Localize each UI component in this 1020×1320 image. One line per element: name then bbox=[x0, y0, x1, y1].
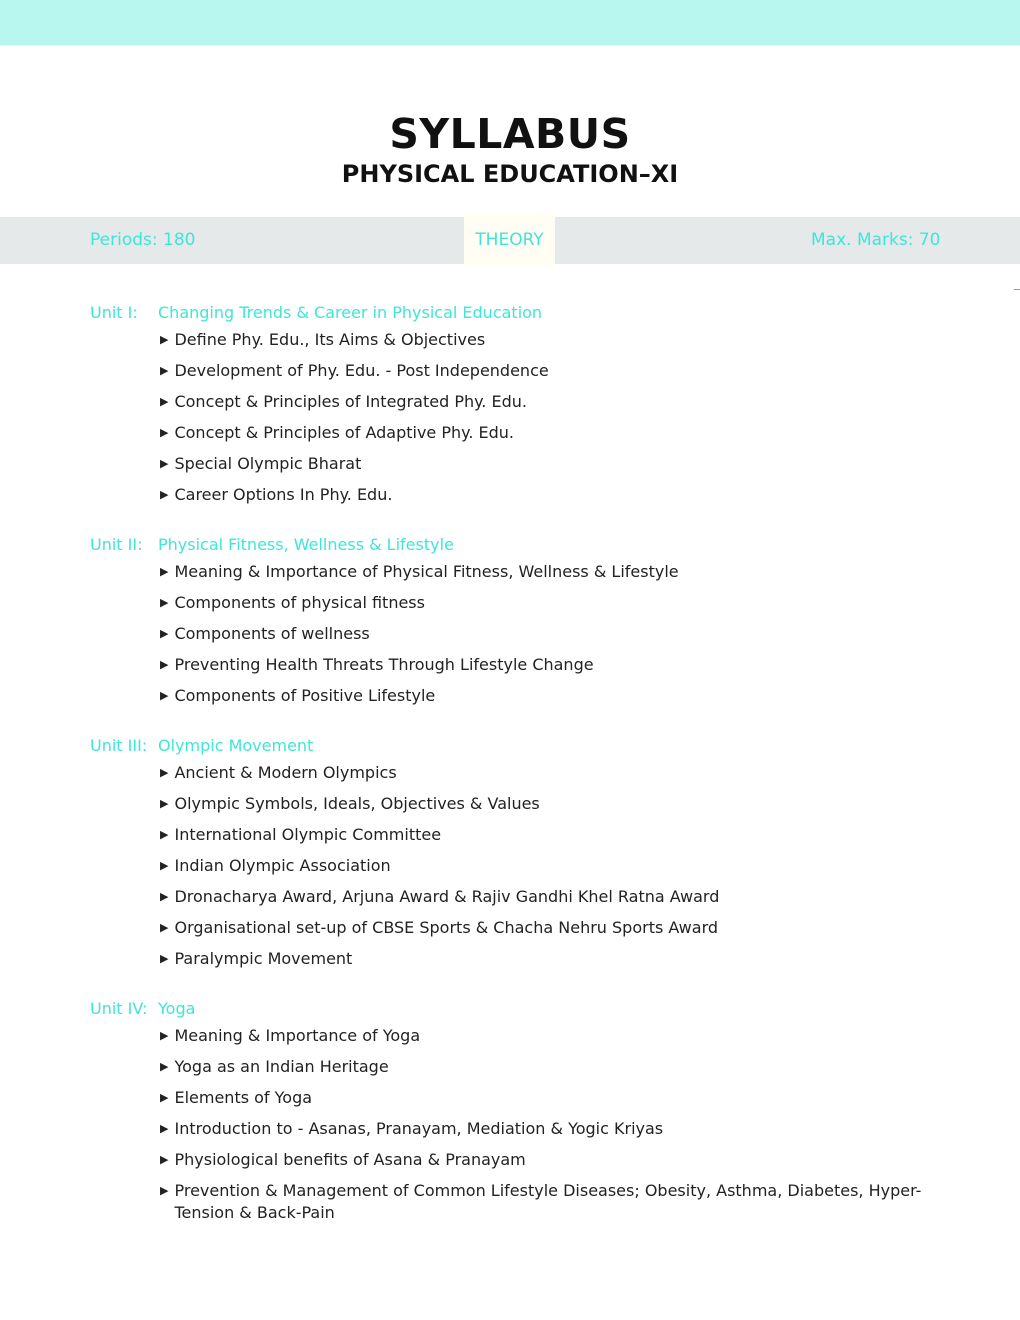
list-item bbox=[160, 685, 940, 716]
unit-label: Unit III: bbox=[90, 736, 148, 755]
list-item-text: Introduction to - Asanas, Pranayam, Mediation & Yogic Kriyas bbox=[174, 1119, 664, 1138]
list-item bbox=[160, 1087, 940, 1118]
list-item bbox=[160, 855, 940, 886]
bullet-triangle-icon: ▶ bbox=[160, 1184, 169, 1197]
bullet-triangle-icon: ▶ bbox=[160, 426, 169, 439]
list-item bbox=[160, 561, 940, 592]
bullet-triangle-icon: ▶ bbox=[160, 627, 169, 640]
bullet-triangle-icon: ▶ bbox=[160, 921, 169, 934]
list-item-text: International Olympic Committee bbox=[174, 825, 442, 844]
bullet-triangle-icon: ▶ bbox=[160, 890, 169, 903]
list-item bbox=[160, 948, 940, 979]
list-item bbox=[160, 329, 940, 360]
max-marks-label: Max. Marks: 70 bbox=[811, 230, 941, 250]
unit-label: Unit II: bbox=[90, 535, 143, 554]
list-item-text: Dronacharya Award, Arjuna Award & Rajiv Gandhi Khel Ratna Award bbox=[174, 887, 720, 906]
bullet-triangle-icon: ▶ bbox=[160, 565, 169, 578]
bullet-triangle-icon: ▶ bbox=[160, 658, 169, 671]
bullet-triangle-icon: ▶ bbox=[160, 952, 169, 965]
list-item bbox=[160, 360, 940, 391]
list-item-text: Components of wellness bbox=[174, 624, 370, 643]
list-item-text: Indian Olympic Association bbox=[174, 856, 391, 875]
list-item bbox=[160, 1180, 940, 1224]
bullet-triangle-icon: ▶ bbox=[160, 766, 169, 779]
list-item-text: Yoga as an Indian Heritage bbox=[174, 1057, 389, 1076]
theory-label: THEORY bbox=[464, 214, 555, 266]
list-item bbox=[160, 654, 940, 685]
unit-heading bbox=[90, 996, 940, 1025]
bullet-triangle-icon: ▶ bbox=[160, 395, 169, 408]
top-color-bar bbox=[0, 0, 1020, 45]
bullet-triangle-icon: ▶ bbox=[160, 828, 169, 841]
list-item bbox=[160, 391, 940, 422]
list-item bbox=[160, 484, 940, 515]
unit-label: Unit IV: bbox=[90, 999, 148, 1018]
unit-name: Olympic Movement bbox=[158, 736, 314, 755]
syllabus-content bbox=[90, 300, 940, 1241]
list-item-text: Define Phy. Edu., Its Aims & Objectives bbox=[174, 330, 486, 349]
list-item-text: Olympic Symbols, Ideals, Objectives & Values bbox=[174, 794, 540, 813]
list-item bbox=[160, 453, 940, 484]
page-subtitle: PHYSICAL EDUCATION–XI bbox=[341, 160, 679, 188]
bullet-triangle-icon: ▶ bbox=[160, 457, 169, 470]
list-item-text: Organisational set-up of CBSE Sports & Chacha Nehru Sports Award bbox=[174, 918, 719, 937]
margin-mark bbox=[1014, 289, 1020, 290]
list-item-text: Concept & Principles of Integrated Phy. Edu. bbox=[174, 392, 527, 411]
unit-section bbox=[90, 300, 940, 515]
page-title: SYLLABUS bbox=[389, 110, 631, 158]
list-item-text: Components of Positive Lifestyle bbox=[174, 686, 436, 705]
unit-name: Yoga bbox=[158, 999, 196, 1018]
bullet-triangle-icon: ▶ bbox=[160, 1122, 169, 1135]
unit-section bbox=[90, 996, 940, 1224]
unit-heading bbox=[90, 532, 940, 561]
list-item bbox=[160, 824, 940, 855]
list-item bbox=[160, 917, 940, 948]
unit-label: Unit I: bbox=[90, 303, 138, 322]
list-item-text: Ancient & Modern Olympics bbox=[174, 763, 397, 782]
list-item-text: Physiological benefits of Asana & Pranayam bbox=[174, 1150, 526, 1169]
periods-label: Periods: 180 bbox=[90, 230, 196, 250]
list-item bbox=[160, 1118, 940, 1149]
list-item-text: Meaning & Importance of Physical Fitness, Wellness & Lifestyle bbox=[174, 562, 679, 581]
list-item-text: Components of physical fitness bbox=[174, 593, 425, 612]
list-item-text: Career Options In Phy. Edu. bbox=[174, 485, 393, 504]
list-item bbox=[160, 793, 940, 824]
list-item bbox=[160, 762, 940, 793]
list-item-text: Development of Phy. Edu. - Post Independence bbox=[174, 361, 549, 380]
unit-section bbox=[90, 733, 940, 979]
list-item-text: Prevention & Management of Common Lifestyle Diseases; Obesity, Asthma, Diabetes, Hyper-Tension & Back-Pain bbox=[174, 1181, 922, 1222]
unit-section bbox=[90, 532, 940, 716]
list-item-text: Meaning & Importance of Yoga bbox=[174, 1026, 421, 1045]
list-item bbox=[160, 886, 940, 917]
bullet-triangle-icon: ▶ bbox=[160, 596, 169, 609]
list-item bbox=[160, 623, 940, 654]
unit-name: Changing Trends & Career in Physical Education bbox=[158, 303, 543, 322]
list-item-text: Concept & Principles of Adaptive Phy. Edu. bbox=[174, 423, 514, 442]
bullet-triangle-icon: ▶ bbox=[160, 333, 169, 346]
list-item-text: Elements of Yoga bbox=[174, 1088, 313, 1107]
list-item-text: Special Olympic Bharat bbox=[174, 454, 362, 473]
bullet-triangle-icon: ▶ bbox=[160, 1029, 169, 1042]
list-item-text: Preventing Health Threats Through Lifestyle Change bbox=[174, 655, 594, 674]
bullet-triangle-icon: ▶ bbox=[160, 859, 169, 872]
bullet-triangle-icon: ▶ bbox=[160, 689, 169, 702]
list-item bbox=[160, 1149, 940, 1180]
list-item-text: Paralympic Movement bbox=[174, 949, 353, 968]
bullet-triangle-icon: ▶ bbox=[160, 1153, 169, 1166]
bullet-triangle-icon: ▶ bbox=[160, 364, 169, 377]
bullet-triangle-icon: ▶ bbox=[160, 1060, 169, 1073]
list-item bbox=[160, 1056, 940, 1087]
list-item bbox=[160, 1025, 940, 1056]
bullet-triangle-icon: ▶ bbox=[160, 797, 169, 810]
bullet-triangle-icon: ▶ bbox=[160, 1091, 169, 1104]
list-item bbox=[160, 592, 940, 623]
unit-heading bbox=[90, 300, 940, 329]
list-item bbox=[160, 422, 940, 453]
unit-name: Physical Fitness, Wellness & Lifestyle bbox=[158, 535, 454, 554]
unit-heading bbox=[90, 733, 940, 762]
bullet-triangle-icon: ▶ bbox=[160, 488, 169, 501]
